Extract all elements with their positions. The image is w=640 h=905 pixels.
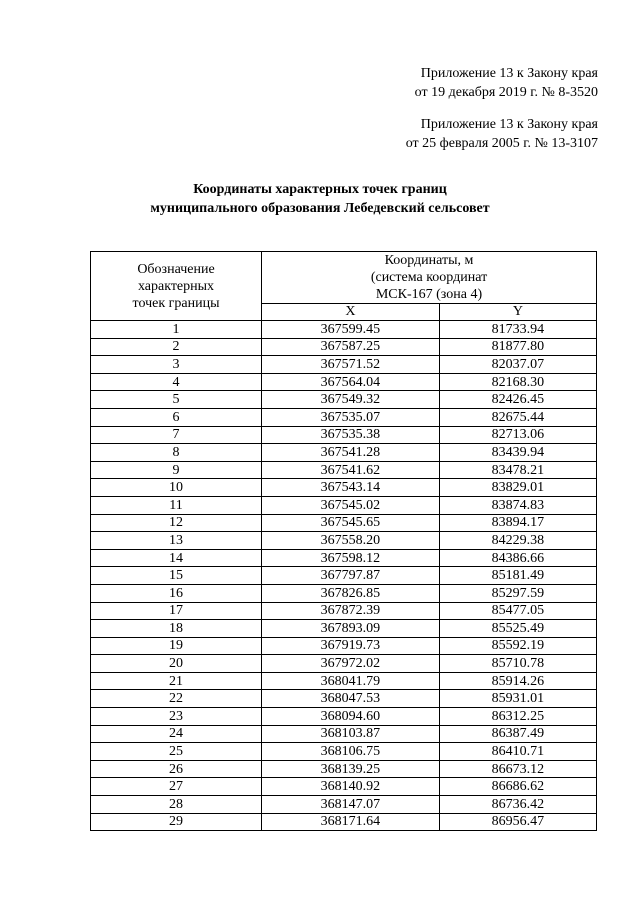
table-row bbox=[91, 321, 597, 339]
table-row bbox=[91, 549, 597, 567]
table-row bbox=[91, 708, 597, 726]
x-coordinate-cell: 368103.87 bbox=[262, 725, 440, 743]
y-coordinate-cell: 85181.49 bbox=[439, 567, 596, 585]
header-coords-line-3: МСК-167 (зона 4) bbox=[375, 287, 483, 302]
point-number-cell: 9 bbox=[91, 461, 262, 479]
point-number-cell: 2 bbox=[91, 338, 262, 356]
x-coordinate-cell: 367535.38 bbox=[262, 426, 440, 444]
y-coordinate-cell: 86736.42 bbox=[439, 796, 596, 814]
table-row bbox=[91, 620, 597, 638]
x-coordinate-cell: 367599.45 bbox=[262, 321, 440, 339]
table-row bbox=[91, 672, 597, 690]
y-coordinate-cell: 86956.47 bbox=[439, 813, 596, 831]
point-number-cell: 8 bbox=[91, 444, 262, 462]
x-coordinate-cell: 367545.65 bbox=[262, 514, 440, 532]
point-number-cell: 1 bbox=[91, 321, 262, 339]
table-row bbox=[91, 408, 597, 426]
y-coordinate-cell: 86387.49 bbox=[439, 725, 596, 743]
header-point-line-2: характерных bbox=[137, 278, 215, 294]
point-number-cell: 12 bbox=[91, 514, 262, 532]
x-coordinate-cell: 367826.85 bbox=[262, 584, 440, 602]
point-number-cell: 27 bbox=[91, 778, 262, 796]
point-number-cell: 21 bbox=[91, 672, 262, 690]
point-number-cell: 3 bbox=[91, 356, 262, 374]
x-coordinate-cell: 368047.53 bbox=[262, 690, 440, 708]
point-number-cell: 10 bbox=[91, 479, 262, 497]
x-coordinate-cell: 368140.92 bbox=[262, 778, 440, 796]
x-coordinate-cell: 368171.64 bbox=[262, 813, 440, 831]
x-coordinate-cell: 368041.79 bbox=[262, 672, 440, 690]
table-row bbox=[91, 338, 597, 356]
x-coordinate-cell: 368147.07 bbox=[262, 796, 440, 814]
y-coordinate-cell: 83874.83 bbox=[439, 496, 596, 514]
x-coordinate-cell: 367571.52 bbox=[262, 356, 440, 374]
table-row bbox=[91, 813, 597, 831]
point-number-cell: 19 bbox=[91, 637, 262, 655]
x-coordinate-cell: 367545.02 bbox=[262, 496, 440, 514]
header-y: Y bbox=[439, 304, 596, 321]
x-coordinate-cell: 367872.39 bbox=[262, 602, 440, 620]
appendix-current-line-2: от 19 декабря 2019 г. № 8-3520 bbox=[414, 85, 598, 100]
table-row bbox=[91, 444, 597, 462]
x-coordinate-cell: 368094.60 bbox=[262, 708, 440, 726]
x-coordinate-cell: 367541.62 bbox=[262, 461, 440, 479]
y-coordinate-cell: 82675.44 bbox=[439, 408, 596, 426]
y-coordinate-cell: 85931.01 bbox=[439, 690, 596, 708]
x-coordinate-cell: 367543.14 bbox=[262, 479, 440, 497]
point-number-cell: 23 bbox=[91, 708, 262, 726]
y-coordinate-cell: 82037.07 bbox=[439, 356, 596, 374]
y-coordinate-cell: 82713.06 bbox=[439, 426, 596, 444]
table-row bbox=[91, 655, 597, 673]
appendix-reference-current bbox=[415, 64, 598, 102]
y-coordinate-cell: 83439.94 bbox=[439, 444, 596, 462]
table-row bbox=[91, 391, 597, 409]
table-row bbox=[91, 690, 597, 708]
y-coordinate-cell: 86673.12 bbox=[439, 760, 596, 778]
appendix-reference-original bbox=[406, 115, 598, 153]
point-number-cell: 25 bbox=[91, 743, 262, 761]
point-number-cell: 14 bbox=[91, 549, 262, 567]
x-coordinate-cell: 367972.02 bbox=[262, 655, 440, 673]
point-number-cell: 20 bbox=[91, 655, 262, 673]
header-coordinates bbox=[262, 252, 597, 304]
point-number-cell: 26 bbox=[91, 760, 262, 778]
y-coordinate-cell: 86312.25 bbox=[439, 708, 596, 726]
y-coordinate-cell: 83478.21 bbox=[439, 461, 596, 479]
point-number-cell: 6 bbox=[91, 408, 262, 426]
point-number-cell: 18 bbox=[91, 620, 262, 638]
table-row bbox=[91, 743, 597, 761]
document-title bbox=[0, 180, 640, 218]
y-coordinate-cell: 81877.80 bbox=[439, 338, 596, 356]
x-coordinate-cell: 367598.12 bbox=[262, 549, 440, 567]
header-point-label bbox=[91, 252, 262, 321]
point-number-cell: 17 bbox=[91, 602, 262, 620]
y-coordinate-cell: 82168.30 bbox=[439, 373, 596, 391]
x-coordinate-cell: 367893.09 bbox=[262, 620, 440, 638]
table-row bbox=[91, 584, 597, 602]
header-point-line-3: точек границы bbox=[132, 295, 220, 311]
coordinates-table-body bbox=[91, 321, 597, 831]
table-row bbox=[91, 532, 597, 550]
x-coordinate-cell: 367564.04 bbox=[262, 373, 440, 391]
table-row bbox=[91, 426, 597, 444]
y-coordinate-cell: 85710.78 bbox=[439, 655, 596, 673]
x-coordinate-cell: 367558.20 bbox=[262, 532, 440, 550]
header-point-line-1: Обозначение bbox=[137, 261, 215, 277]
appendix-original-line-2: от 25 февраля 2005 г. № 13-3107 bbox=[405, 136, 598, 151]
appendix-current-line-1: Приложение 13 к Закону края bbox=[420, 66, 598, 81]
x-coordinate-cell: 367535.07 bbox=[262, 408, 440, 426]
point-number-cell: 24 bbox=[91, 725, 262, 743]
y-coordinate-cell: 85477.05 bbox=[439, 602, 596, 620]
y-coordinate-cell: 86410.71 bbox=[439, 743, 596, 761]
header-coords-line-2: (система координат bbox=[370, 270, 488, 285]
y-coordinate-cell: 84386.66 bbox=[439, 549, 596, 567]
coordinates-table bbox=[90, 251, 597, 831]
y-coordinate-cell: 84229.38 bbox=[439, 532, 596, 550]
point-number-cell: 4 bbox=[91, 373, 262, 391]
x-coordinate-cell: 368106.75 bbox=[262, 743, 440, 761]
table-row bbox=[91, 496, 597, 514]
point-number-cell: 11 bbox=[91, 496, 262, 514]
x-coordinate-cell: 367549.32 bbox=[262, 391, 440, 409]
x-coordinate-cell: 367587.25 bbox=[262, 338, 440, 356]
header-x: X bbox=[262, 304, 440, 321]
point-number-cell: 16 bbox=[91, 584, 262, 602]
y-coordinate-cell: 85914.26 bbox=[439, 672, 596, 690]
table-row bbox=[91, 567, 597, 585]
table-row bbox=[91, 479, 597, 497]
y-coordinate-cell: 86686.62 bbox=[439, 778, 596, 796]
y-coordinate-cell: 83894.17 bbox=[439, 514, 596, 532]
point-number-cell: 5 bbox=[91, 391, 262, 409]
y-coordinate-cell: 85525.49 bbox=[439, 620, 596, 638]
table-row bbox=[91, 760, 597, 778]
table-row bbox=[91, 356, 597, 374]
table-row bbox=[91, 514, 597, 532]
table-row bbox=[91, 796, 597, 814]
point-number-cell: 28 bbox=[91, 796, 262, 814]
appendix-original-line-1: Приложение 13 к Закону края bbox=[420, 117, 598, 132]
header-coords-line-1: Координаты, м bbox=[384, 253, 474, 268]
point-number-cell: 13 bbox=[91, 532, 262, 550]
x-coordinate-cell: 367919.73 bbox=[262, 637, 440, 655]
document-title-line-2: муниципального образования Лебедевский сельсовет bbox=[150, 201, 490, 216]
table-row bbox=[91, 778, 597, 796]
point-number-cell: 29 bbox=[91, 813, 262, 831]
table-row bbox=[91, 461, 597, 479]
table-row bbox=[91, 602, 597, 620]
y-coordinate-cell: 85297.59 bbox=[439, 584, 596, 602]
y-coordinate-cell: 85592.19 bbox=[439, 637, 596, 655]
point-number-cell: 7 bbox=[91, 426, 262, 444]
table-row bbox=[91, 637, 597, 655]
x-coordinate-cell: 367797.87 bbox=[262, 567, 440, 585]
point-number-cell: 22 bbox=[91, 690, 262, 708]
y-coordinate-cell: 82426.45 bbox=[439, 391, 596, 409]
y-coordinate-cell: 83829.01 bbox=[439, 479, 596, 497]
y-coordinate-cell: 81733.94 bbox=[439, 321, 596, 339]
document-title-line-1: Координаты характерных точек границ bbox=[193, 182, 447, 197]
point-number-cell: 15 bbox=[91, 567, 262, 585]
table-row bbox=[91, 725, 597, 743]
table-row bbox=[91, 373, 597, 391]
x-coordinate-cell: 368139.25 bbox=[262, 760, 440, 778]
x-coordinate-cell: 367541.28 bbox=[262, 444, 440, 462]
